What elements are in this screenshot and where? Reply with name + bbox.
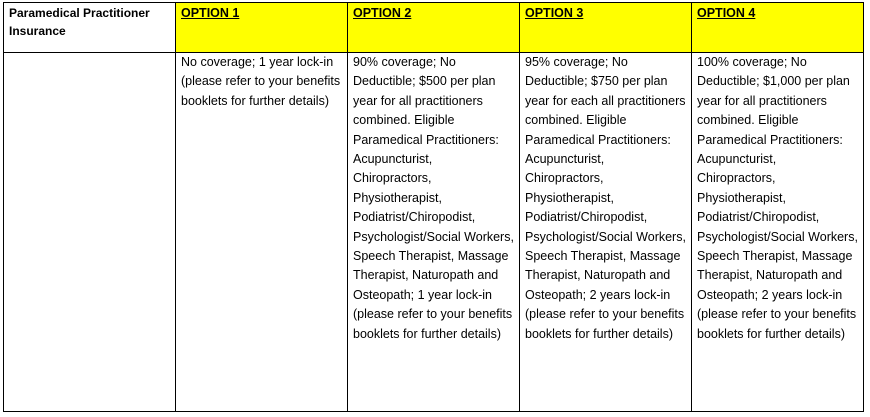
option-4-header-cell [692,3,864,53]
option-1-header: OPTION 1 [181,6,240,20]
option-2-details: 90% coverage; No Deductible; $500 per plan year for all practitioners combined. Eligible Paramedical Practitioners: Acupuncturist, Chiropractors, Physiotherapist, Podiatrist/Chiropodist, Psychologist/Social Workers, Speech Therapist, Massage Therapist, Naturopath and Osteopath; 1 year lock-in (please refer to your benefits booklets for further details) [348,53,520,412]
insurance-options-table [3,2,864,412]
option-3-details: 95% coverage; No Deductible; $750 per plan year for each all practitioners combined. Eligible Paramedical Practitioners: Acupuncturist, Chiropractors, Physiotherapist, Podiatrist/Chiropodist, Psychologist/Social Workers, Speech Therapist, Massage Therapist, Naturopath and Osteopath; 2 years lock-in (please refer to your benefits booklets for further details) [520,53,692,412]
option-2-header: OPTION 2 [353,6,412,20]
option-4-header: OPTION 4 [697,6,756,20]
header-row [4,3,864,53]
option-3-header: OPTION 3 [525,6,584,20]
option-2-header-cell [348,3,520,53]
row-label: Paramedical Practitioner Insurance [9,6,150,38]
empty-label-cell [4,53,176,412]
coverage-row [4,53,864,412]
row-label-cell [4,3,176,53]
option-1-header-cell [176,3,348,53]
option-4-details: 100% coverage; No Deductible; $1,000 per plan year for all practitioners combined. Eligible Paramedical Practitioners: Acupuncturist, Chiropractors, Physiotherapist, Podiatrist/Chiropodist, Psychologist/Social Workers, Speech Therapist, Massage Therapist, Naturopath and Osteopath; 2 years lock-in (please refer to your benefits booklets for further details) [692,53,864,412]
option-3-header-cell [520,3,692,53]
option-1-details: No coverage; 1 year lock-in (please refer to your benefits booklets for further details) [176,53,348,412]
